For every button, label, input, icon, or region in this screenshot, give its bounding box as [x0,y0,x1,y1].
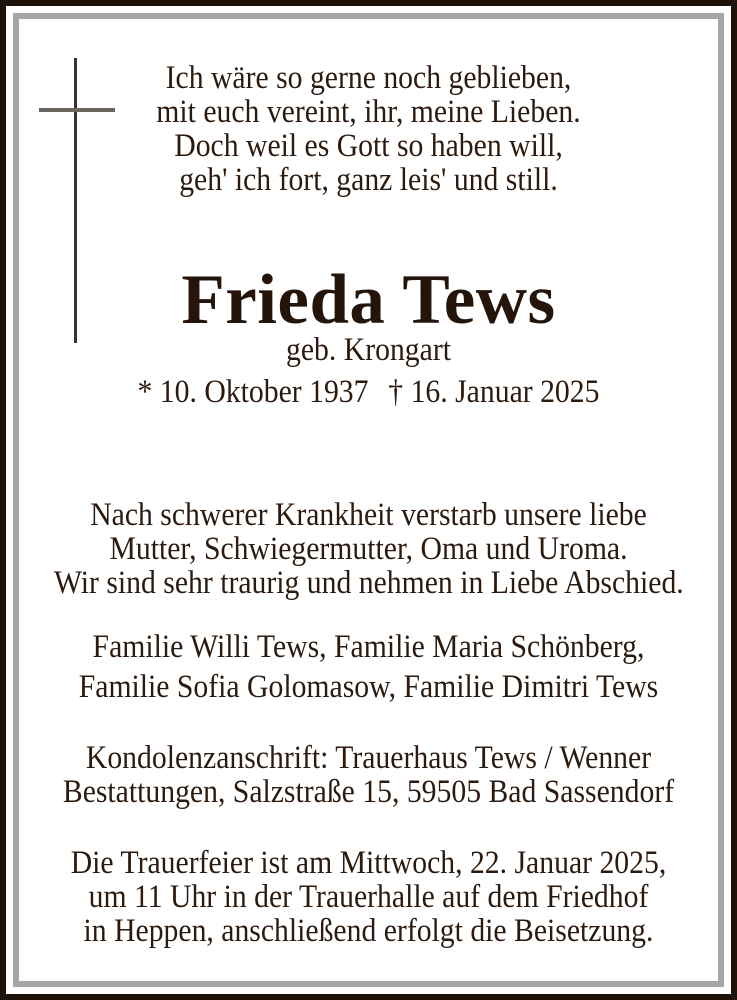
announcement-line: Nach schwerer Krankheit verstarb unsere liebe [90,497,647,533]
life-dates [54,375,683,409]
mourners-line: Familie Sofia Golomasow, Familie Dimitri Tews [78,669,659,705]
funeral-line: um 11 Uhr in der Trauerhalle auf dem Friedhof [88,879,649,915]
inner-frame [13,13,724,987]
condolence-line: Bestattungen, Salzstraße 15, 59505 Bad Sassendorf [62,774,675,810]
mourners-line: Familie Willi Tews, Familie Maria Schönberg, [92,629,645,665]
birth-date: * 10. Oktober 1937 [137,374,369,410]
poem-line: Doch weil es Gott so haben will, [174,128,563,164]
announcement-line: Mutter, Schwiegermutter, Oma und Uroma. [109,531,628,567]
memorial-poem [54,61,683,197]
poem-line: geh' ich fort, ganz leis' und still. [179,162,558,198]
mourning-families [54,627,683,707]
poem-line: Ich wäre so gerne noch geblieben, [165,60,572,96]
condolence-line: Kondolenzanschrift: Trauerhaus Tews / Wenner [85,740,652,776]
condolence-address [54,741,683,809]
deceased-name: Frieda Tews [181,261,556,339]
announcement-line: Wir sind sehr traurig und nehmen in Liebe Abschied. [53,565,684,601]
obituary-content [19,19,718,981]
maiden-name: geb. Krongart [286,332,451,368]
death-date: † 16. Januar 2025 [388,374,600,410]
funeral-line: in Heppen, anschließend erfolgt die Beisetzung. [83,913,654,949]
funeral-information [54,846,683,948]
poem-line: mit euch vereint, ihr, meine Lieben. [156,94,581,130]
death-announcement [54,498,683,600]
funeral-line: Die Trauerfeier ist am Mittwoch, 22. Januar 2025, [70,845,667,881]
